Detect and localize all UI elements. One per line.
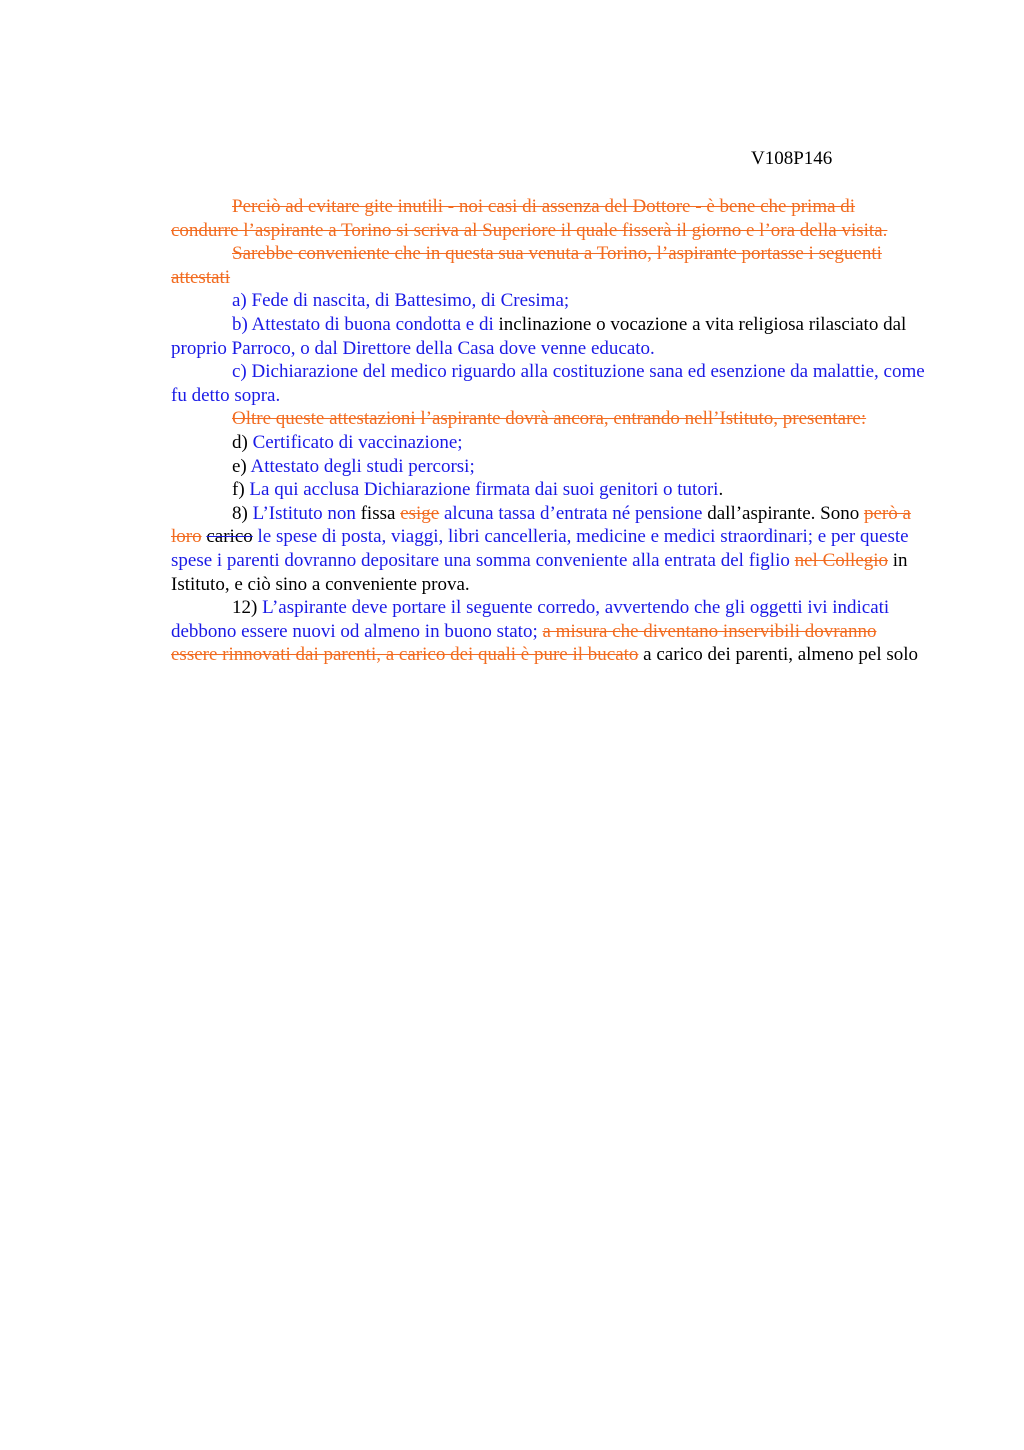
inserted-text: alcuna tassa d’entrata né pensione bbox=[439, 502, 708, 524]
page-identifier: V108P146 bbox=[751, 148, 833, 169]
paragraph-p11 bbox=[171, 596, 927, 667]
inserted-text: le spese di posta, viaggi, libri cancelleria, medicine e medici straordinari; e per queste spese i parenti dovranno depositare una somma conveniente alla entrata del figlio bbox=[171, 526, 909, 571]
plain-text: 8) bbox=[232, 502, 253, 524]
deleted-text: Sarebbe conveniente che in questa sua venuta a Torino, l’aspirante portasse i seguenti attestati bbox=[171, 243, 882, 288]
plain-text: dall’aspirante. Sono bbox=[707, 502, 864, 524]
deleted-text: però a loro bbox=[171, 502, 911, 548]
inserted-text: L’Istituto non bbox=[252, 502, 361, 524]
plain-text: . bbox=[718, 479, 724, 501]
paragraph-p4 bbox=[171, 313, 927, 360]
inserted-text: proprio Parroco, o dal Direttore della Casa dove venne educato. bbox=[171, 337, 655, 359]
inserted-text: c) Dichiarazione del medico riguardo alla costituzione sana ed esenzione da malattie, come fu detto sopra. bbox=[171, 361, 925, 406]
plain-text: a carico dei parenti, almeno pel solo bbox=[638, 644, 919, 666]
deleted-text: Oltre queste attestazioni l’aspirante dovrà ancora, entrando nell’Istituto, presentare: bbox=[232, 408, 867, 430]
paragraph-p6 bbox=[171, 407, 927, 431]
inserted-text: Certificato di vaccinazione; bbox=[252, 431, 463, 453]
inserted-text: Attestato degli studi percorsi; bbox=[250, 455, 475, 477]
paragraph-p7 bbox=[171, 431, 927, 455]
deleted-text: Perciò ad evitare gite inutili - noi casi di assenza del Dottore - è bene che prima di condurre l’aspirante a Torino si scriva al Superiore il quale fisserà il giorno e l’ora della visita. bbox=[171, 196, 888, 241]
plain-text: 12) bbox=[232, 597, 263, 619]
plain-text: e) bbox=[232, 455, 251, 477]
paragraph-p10 bbox=[171, 502, 927, 596]
plain-text: f) bbox=[232, 479, 250, 501]
paragraph-p5 bbox=[171, 360, 927, 407]
deleted-text: nel Collegio bbox=[794, 549, 889, 571]
inserted-text: b) Attestato di buona condotta e di bbox=[232, 313, 499, 335]
paragraph-p2 bbox=[171, 242, 927, 289]
paragraph-p1 bbox=[171, 195, 927, 242]
document-body bbox=[171, 195, 927, 667]
plain-text: fissa bbox=[360, 502, 401, 524]
paragraph-p8 bbox=[171, 455, 927, 479]
plain-text: inclinazione o vocazione a vita religiosa rilasciato dal bbox=[498, 313, 907, 335]
inserted-text: L’aspirante deve portare il seguente corredo, avvertendo che gli oggetti ivi indicati debbono essere nuovi od almeno in buono stato; bbox=[171, 597, 890, 642]
deleted-text: esige bbox=[400, 502, 440, 524]
plain-text: in Istituto, e ciò sino a conveniente prova. bbox=[171, 549, 908, 595]
paragraph-p3 bbox=[171, 289, 927, 313]
deleted-text: carico bbox=[206, 526, 253, 548]
deleted-text: a misura che diventano inservibili dovranno essere rinnovati dai parenti, a carico dei quali è pure il bucato bbox=[171, 620, 877, 666]
paragraph-p9 bbox=[171, 478, 927, 502]
plain-text: d) bbox=[232, 431, 253, 453]
inserted-text: a) Fede di nascita, di Battesimo, di Cresima; bbox=[232, 290, 570, 312]
inserted-text: La qui acclusa Dichiarazione firmata dai suoi genitori o tutori bbox=[249, 479, 719, 501]
